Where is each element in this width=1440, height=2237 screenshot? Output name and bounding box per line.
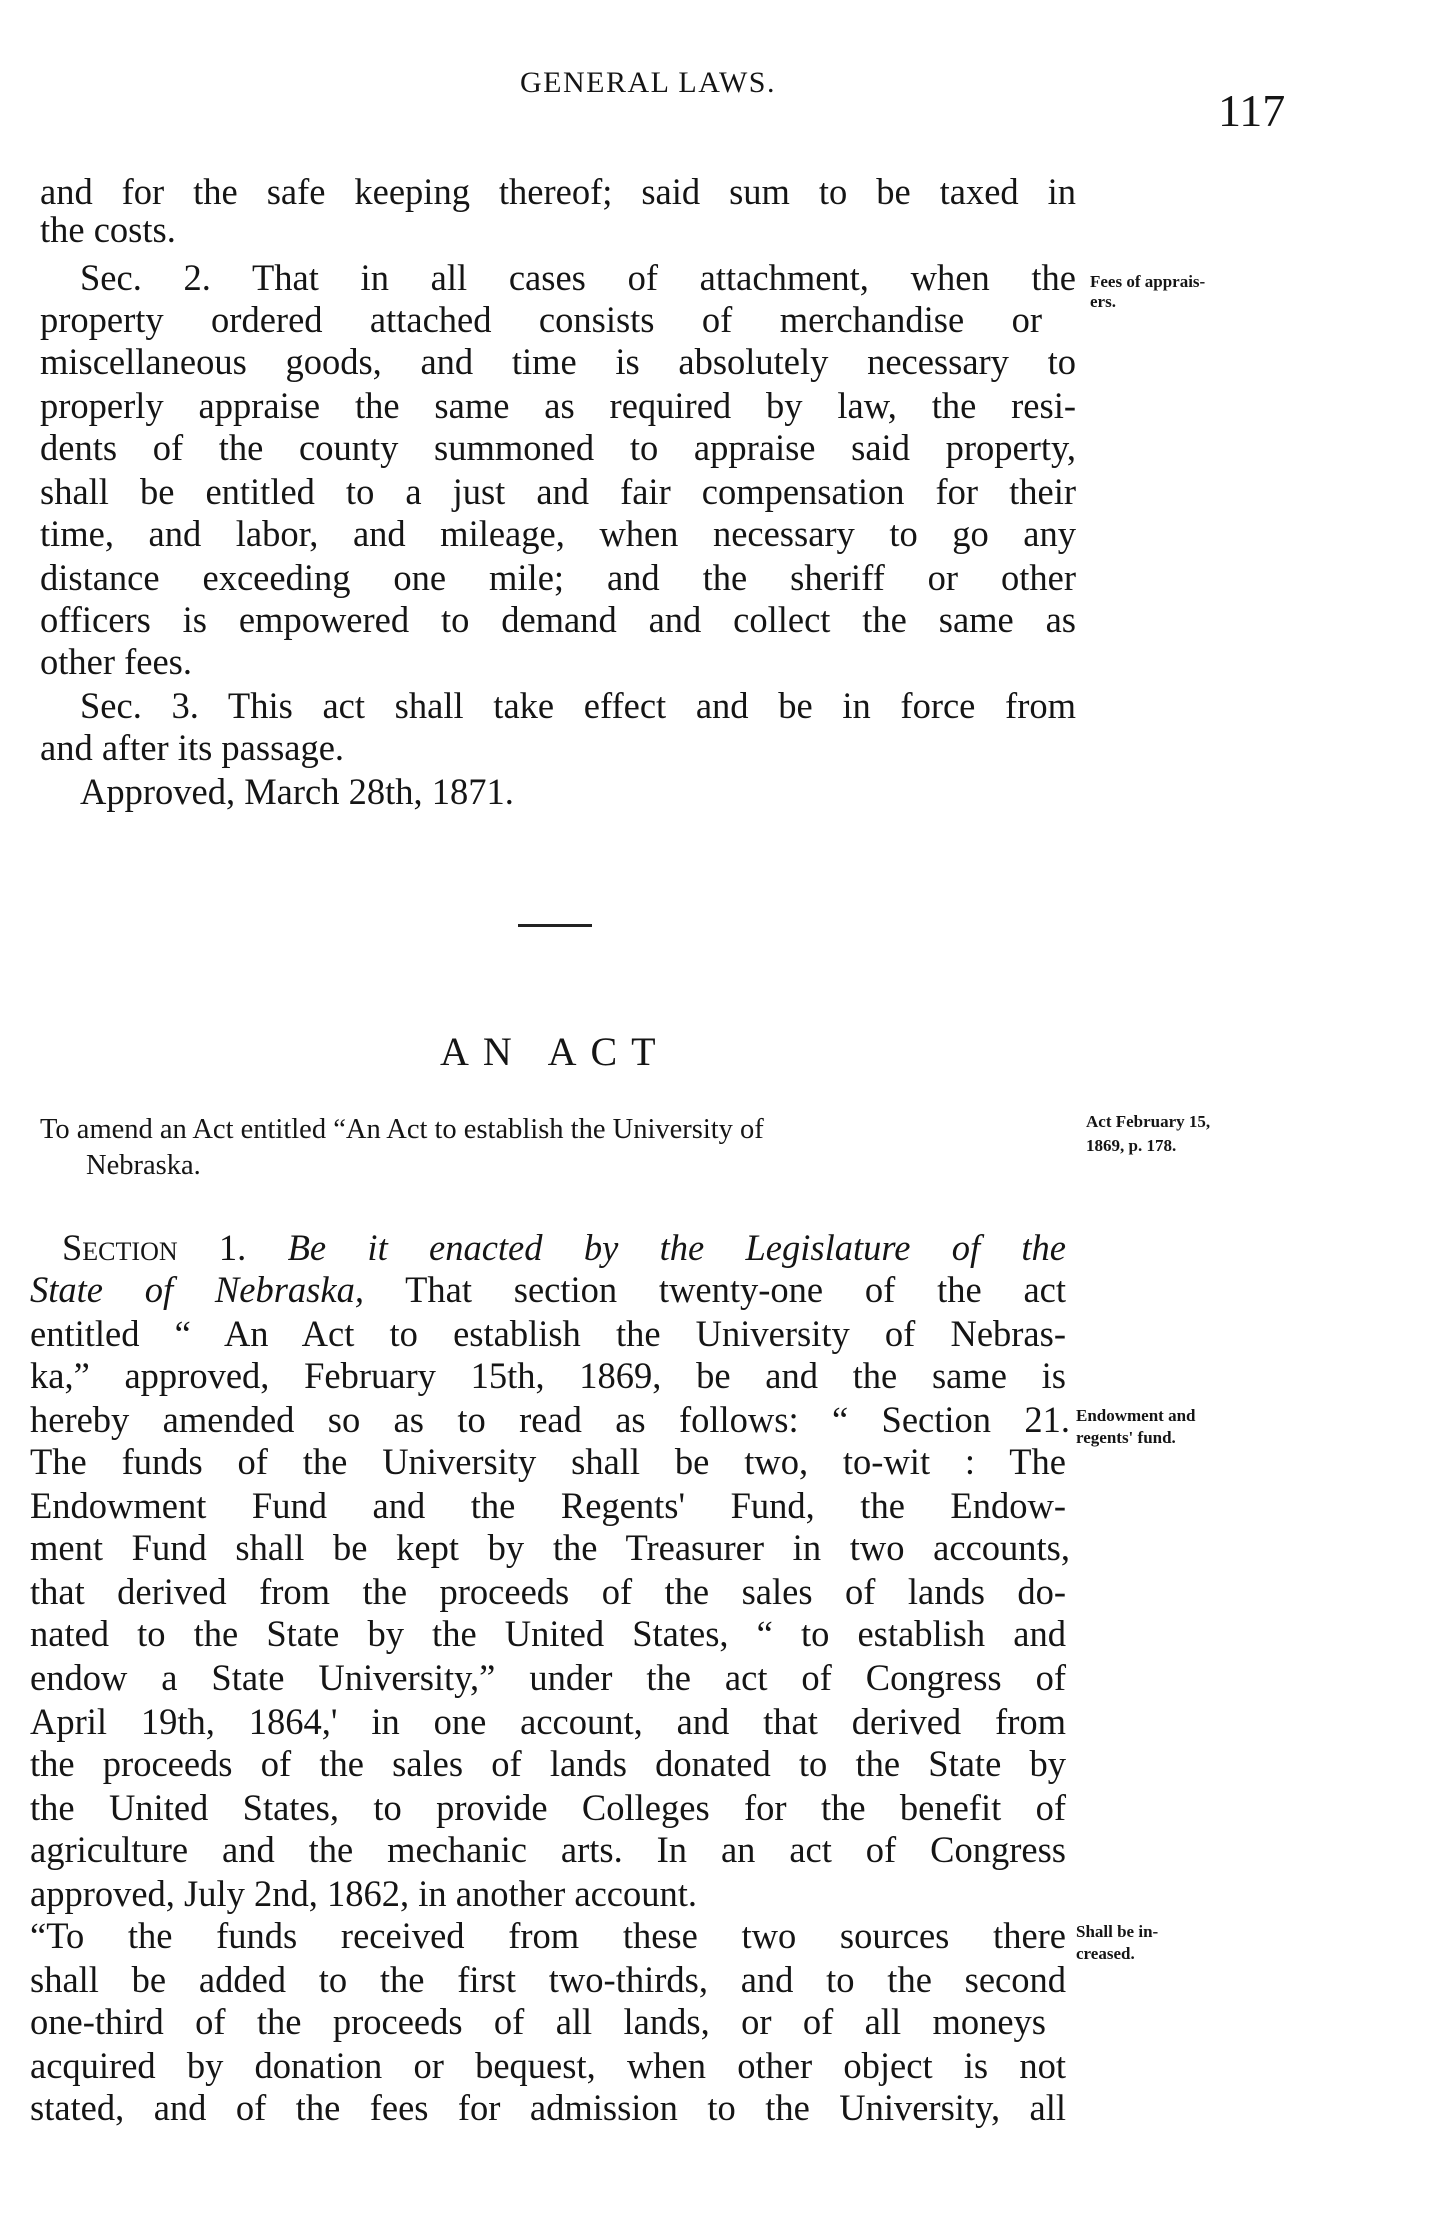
body-line: State of Nebraska, That section twenty-one of the act — [30, 1269, 1066, 1310]
body-line: the costs. — [40, 209, 176, 250]
body-line: The funds of the University shall be two, to-wit : The — [30, 1441, 1066, 1482]
enacting-clause: State of Nebraska, — [30, 1269, 364, 1310]
body-line: one-third of the proceeds of all lands, or of all moneys — [30, 2001, 1046, 2042]
body-line: Sec. 3. This act shall take effect and be in force from — [80, 685, 1076, 726]
section-divider — [518, 924, 592, 927]
body-line: endow a State University,” under the act of Congress of — [30, 1657, 1066, 1698]
act-caption-line: Nebraska. — [86, 1150, 201, 1181]
body-line: shall be added to the first two-thirds, and to the second — [30, 1959, 1066, 2000]
page-number: 117 — [1218, 85, 1286, 136]
body-line: other fees. — [40, 641, 193, 682]
body-line: approved, July 2nd, 1862, in another account. — [30, 1873, 697, 1914]
body-line: Endowment Fund and the Regents' Fund, the Endow- — [30, 1485, 1066, 1526]
body-line: shall be entitled to a just and fair compensation for their — [40, 471, 1076, 512]
body-line: miscellaneous goods, and time is absolutely necessary to — [40, 341, 1076, 382]
body-line: entitled “ An Act to establish the University of Nebras- — [30, 1313, 1066, 1354]
body-line: ment Fund shall be kept by the Treasurer in two accounts, — [30, 1527, 1070, 1568]
enacting-clause: Be it enacted by the Legislature of the — [287, 1227, 1066, 1268]
body-line: distance exceeding one mile; and the sheriff or other — [40, 557, 1076, 598]
act-caption-line: To amend an Act entitled “An Act to establish the University of — [40, 1114, 764, 1145]
body-line: dents of the county summoned to appraise said property, — [40, 427, 1076, 468]
act-title: AN ACT — [440, 1029, 670, 1074]
margin-note-endowment: regents' fund. — [1076, 1428, 1176, 1447]
approval-line: Approved, March 28th, 1871. — [80, 771, 514, 812]
margin-note-fees: Fees of apprais- — [1090, 272, 1206, 291]
running-head: GENERAL LAWS. — [520, 66, 776, 99]
body-line: April 19th, 1864,' in one account, and that derived from — [30, 1701, 1066, 1742]
body-line: and for the safe keeping thereof; said sum to be taxed in — [40, 171, 1076, 212]
margin-note-act-reference: Act February 15, — [1086, 1112, 1211, 1131]
body-line: property ordered attached consists of merchandise or — [40, 299, 1042, 340]
body-line — [62, 1226, 1066, 1269]
margin-note-endowment: Endowment and — [1076, 1406, 1196, 1425]
body-line: ka,” approved, February 15th, 1869, be and the same is — [30, 1355, 1066, 1396]
body-line: properly appraise the same as required by law, the resi- — [40, 385, 1076, 426]
body-line: acquired by donation or bequest, when other object is not — [30, 2045, 1066, 2086]
margin-note-act-reference: 1869, p. 178. — [1086, 1136, 1177, 1155]
body-line: “To the funds received from these two sources there — [30, 1915, 1066, 1956]
body-line: nated to the State by the United States, “ to establish and — [30, 1613, 1066, 1654]
body-line: agriculture and the mechanic arts. In an act of Congress — [30, 1829, 1066, 1870]
section-label: Section 1. — [62, 1227, 247, 1268]
body-line: Sec. 2. That in all cases of attachment, when the — [80, 257, 1076, 298]
body-line: officers is empowered to demand and collect the same as — [40, 599, 1076, 640]
body-line: stated, and of the fees for admission to the University, all — [30, 2087, 1066, 2128]
margin-note-fees: ers. — [1090, 292, 1116, 311]
body-line: that derived from the proceeds of the sales of lands do- — [30, 1571, 1066, 1612]
body-line: time, and labor, and mileage, when necessary to go any — [40, 513, 1076, 554]
margin-note-increase: creased. — [1076, 1944, 1135, 1963]
margin-note-increase: Shall be in- — [1076, 1922, 1159, 1941]
body-line: hereby amended so as to read as follows: “ Section 21. — [30, 1399, 1070, 1440]
body-line: and after its passage. — [40, 727, 345, 768]
body-line: the United States, to provide Colleges for the benefit of — [30, 1787, 1066, 1828]
body-line: the proceeds of the sales of lands donated to the State by — [30, 1743, 1066, 1784]
